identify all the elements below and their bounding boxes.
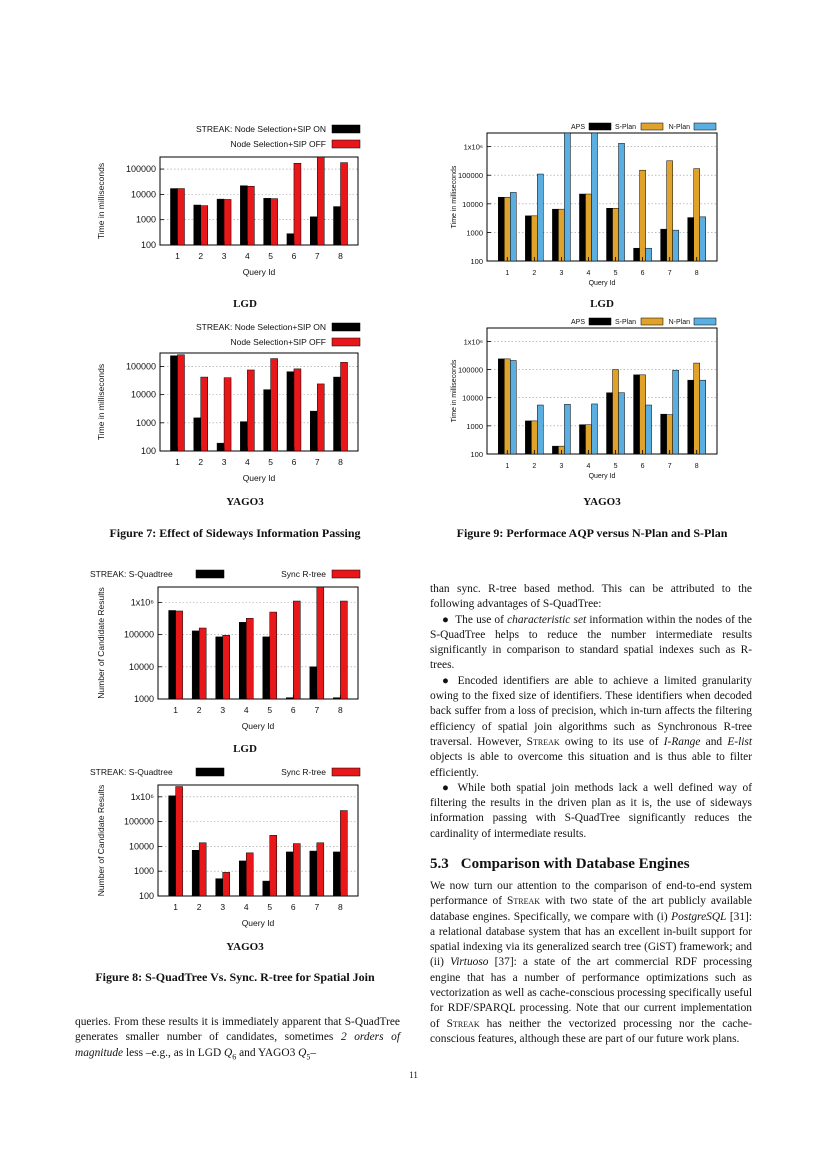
bar bbox=[169, 610, 176, 699]
x-tick-label: 3 bbox=[221, 251, 227, 261]
x-tick-label: 2 bbox=[198, 457, 204, 467]
legend-swatch bbox=[332, 140, 360, 148]
bar bbox=[246, 618, 253, 699]
bar bbox=[199, 628, 206, 699]
bar bbox=[537, 405, 543, 454]
bar bbox=[564, 404, 570, 454]
legend-label: S-Plan bbox=[614, 124, 636, 131]
legend-swatch bbox=[589, 318, 611, 325]
bar bbox=[223, 872, 230, 896]
figure8-caption: Figure 8: S-QuadTree Vs. Sync. R-tree for Spatial Join bbox=[95, 970, 375, 984]
bar bbox=[264, 198, 271, 245]
bar bbox=[334, 377, 341, 451]
bar bbox=[661, 229, 667, 261]
fig7-yago-chart bbox=[88, 313, 378, 491]
x-tick-label: 2 bbox=[196, 705, 202, 715]
x-tick-label: 3 bbox=[220, 902, 226, 912]
legend-swatch bbox=[332, 768, 360, 776]
bar bbox=[613, 370, 619, 454]
y-tick-label: 100 bbox=[470, 450, 483, 459]
fig7-lgd-subcaption: LGD bbox=[233, 298, 257, 310]
x-tick-label: 3 bbox=[559, 463, 564, 470]
x-tick-label: 4 bbox=[244, 251, 250, 261]
paragraph-comparison: We now turn our attention to the comparison of end-to-end system performance of Streak with two state of the art publicly available database engines. Specifically, we compare with (i) PostgreSQL [31]: a relational database system that has an excellent in-built support for spatial indexing via its generalized search tree (GiST) framework; and (ii) Virtuoso [37]: a state of the art commercial RDF processing engine that has a number of performance optimizations such as vectorization as well as cache-conscious processing specifically useful for RDF/SPARQL processing. Note that our current implementation of Streak has neither the vectorized processing nor the cache-conscious features, although these are part of our future work plans. bbox=[430, 880, 753, 1045]
legend-label: Sync R-tree bbox=[281, 767, 326, 777]
y-axis-label: Number of Candidate Results bbox=[96, 587, 106, 699]
bar bbox=[585, 194, 591, 261]
legend-swatch bbox=[641, 123, 663, 130]
x-tick-label: 3 bbox=[559, 270, 564, 277]
legend-label: S-Plan bbox=[614, 319, 636, 326]
x-tick-label: 1 bbox=[175, 457, 180, 467]
bar bbox=[247, 186, 254, 245]
x-tick-label: 6 bbox=[640, 463, 645, 470]
x-tick-label: 5 bbox=[613, 270, 618, 277]
bar bbox=[293, 844, 300, 896]
y-axis-label: Time in milliseconds bbox=[451, 165, 458, 229]
x-tick-label: 7 bbox=[314, 902, 320, 912]
x-tick-label: 3 bbox=[220, 705, 226, 715]
bar bbox=[694, 363, 700, 454]
bar bbox=[176, 611, 183, 699]
x-tick-label: 1 bbox=[505, 270, 510, 277]
y-tick-label: 100000 bbox=[123, 816, 154, 827]
fig7-yago-subcaption: YAGO3 bbox=[226, 496, 264, 508]
x-tick-label: 7 bbox=[314, 705, 320, 715]
y-tick-label: 1000 bbox=[135, 214, 156, 225]
y-tick-label: 100000 bbox=[457, 365, 483, 375]
bar bbox=[579, 425, 585, 454]
bar bbox=[341, 362, 348, 451]
bar bbox=[333, 852, 340, 896]
bar bbox=[667, 415, 673, 454]
bullet-icon: ● bbox=[442, 613, 450, 626]
legend-swatch bbox=[694, 123, 716, 130]
x-axis-label: Query Id bbox=[242, 267, 276, 277]
bullet-encoded-identifiers: ● Encoded identifiers are able to achieve a limited granularity owing to the fixed size of identifiers. These identifiers when decoded back suffer from a loss of precision, which in-turn affects the filtering efficiency of spatial join algorithms such as Synchronous R-tree traversal. However, Streak owing to its use of I-Range and E-list objects is able to overcome this situation and is thus able to filter efficiently. bbox=[430, 674, 752, 779]
bar bbox=[317, 843, 324, 896]
y-axis-label: Number of Candidate Results bbox=[96, 784, 106, 897]
fig8-yago-chart bbox=[88, 760, 378, 938]
y-tick-label: 100 bbox=[140, 240, 156, 250]
bar bbox=[201, 377, 208, 451]
y-tick-label: 100 bbox=[140, 446, 156, 456]
bar bbox=[270, 612, 277, 699]
y-tick-label: 1x10⁶ bbox=[130, 597, 154, 608]
legend-label: Node Selection+SIP OFF bbox=[230, 337, 326, 347]
bar bbox=[192, 631, 199, 699]
legend-label: N-Plan bbox=[668, 124, 690, 131]
bar bbox=[564, 133, 570, 261]
x-tick-label: 2 bbox=[198, 251, 204, 261]
bar bbox=[498, 197, 504, 261]
legend-swatch bbox=[196, 768, 224, 776]
figure9-caption: Figure 9: Performace AQP versus N-Plan and S-Plan bbox=[456, 526, 728, 540]
y-tick-label: 100000 bbox=[123, 629, 154, 640]
y-tick-label: 1x10⁶ bbox=[463, 142, 483, 152]
bar bbox=[294, 369, 301, 451]
legend-swatch bbox=[332, 125, 360, 133]
section-body bbox=[430, 879, 752, 1047]
left-column-text bbox=[75, 1015, 400, 1064]
bar bbox=[271, 199, 278, 245]
bar bbox=[216, 879, 223, 896]
y-axis-label: Time in milliseconds bbox=[96, 363, 106, 441]
x-tick-label: 4 bbox=[586, 463, 591, 470]
x-tick-label: 6 bbox=[290, 705, 296, 715]
bar bbox=[170, 189, 177, 245]
bar bbox=[317, 157, 324, 245]
bar bbox=[286, 698, 293, 699]
x-tick-label: 5 bbox=[267, 705, 273, 715]
x-axis-label: Query Id bbox=[588, 280, 616, 287]
bar bbox=[591, 133, 597, 261]
bar bbox=[607, 393, 613, 454]
fig8-lgd-subcaption: LGD bbox=[233, 743, 257, 755]
bar bbox=[176, 787, 183, 896]
bar bbox=[264, 390, 271, 451]
x-axis-label: Query Id bbox=[588, 473, 616, 480]
bar bbox=[334, 207, 341, 245]
bar bbox=[634, 248, 640, 261]
bar bbox=[240, 186, 247, 245]
bar bbox=[310, 217, 317, 245]
legend-swatch bbox=[332, 570, 360, 578]
legend-label: APS bbox=[570, 319, 585, 326]
x-axis-label: Query Id bbox=[241, 721, 275, 731]
bar bbox=[688, 380, 694, 454]
x-tick-label: 7 bbox=[667, 463, 672, 470]
plot-frame bbox=[160, 157, 358, 245]
x-axis-label: Query Id bbox=[241, 918, 275, 928]
figure7-caption: Figure 7: Effect of Sideways Information Passing bbox=[109, 526, 361, 540]
x-tick-label: 8 bbox=[337, 705, 343, 715]
bar bbox=[607, 208, 613, 261]
x-tick-label: 2 bbox=[196, 902, 202, 912]
x-tick-label: 4 bbox=[586, 270, 591, 277]
bar bbox=[247, 370, 254, 451]
paragraph-intro: than sync. R-tree based method. This can be attributed to the following advantages of S-QuadTree: bbox=[430, 583, 752, 611]
bar bbox=[317, 587, 324, 699]
bar bbox=[585, 425, 591, 454]
bar bbox=[169, 796, 176, 896]
fig9-lgd-chart bbox=[447, 118, 737, 296]
bar bbox=[340, 811, 347, 896]
bar bbox=[177, 189, 184, 245]
plot-frame bbox=[158, 785, 358, 896]
bar bbox=[613, 208, 619, 261]
fig9-lgd-subcaption: LGD bbox=[590, 298, 614, 310]
bar bbox=[640, 170, 646, 261]
bar bbox=[558, 209, 564, 261]
bar bbox=[239, 622, 246, 699]
bar bbox=[694, 169, 700, 261]
bar bbox=[341, 163, 348, 245]
right-column-text bbox=[430, 582, 752, 842]
bar-chart-svg bbox=[88, 562, 378, 740]
x-tick-label: 7 bbox=[667, 270, 672, 277]
x-tick-label: 1 bbox=[505, 463, 510, 470]
bullet-icon: ● bbox=[442, 781, 452, 794]
y-tick-label: 1000 bbox=[466, 228, 483, 238]
y-tick-label: 10000 bbox=[130, 389, 156, 400]
bar bbox=[525, 216, 531, 261]
legend-swatch bbox=[694, 318, 716, 325]
y-tick-label: 1x10⁶ bbox=[130, 791, 154, 802]
bar-chart-svg bbox=[88, 760, 378, 938]
legend-swatch bbox=[641, 318, 663, 325]
bar bbox=[619, 143, 625, 261]
y-tick-label: 1000 bbox=[133, 694, 154, 704]
x-tick-label: 8 bbox=[694, 463, 699, 470]
x-tick-label: 4 bbox=[243, 705, 249, 715]
bar bbox=[199, 843, 206, 896]
y-tick-label: 10000 bbox=[128, 661, 154, 672]
fig9-yago-chart bbox=[447, 313, 737, 491]
bar bbox=[271, 359, 278, 451]
bar bbox=[510, 361, 516, 454]
x-tick-label: 1 bbox=[173, 705, 179, 715]
bar bbox=[194, 205, 201, 245]
plot-frame bbox=[158, 587, 358, 699]
bar bbox=[287, 372, 294, 451]
bar bbox=[317, 384, 324, 451]
legend-label: N-Plan bbox=[668, 319, 690, 326]
x-tick-label: 6 bbox=[290, 902, 296, 912]
x-tick-label: 5 bbox=[268, 251, 274, 261]
x-tick-label: 8 bbox=[337, 902, 343, 912]
x-tick-label: 7 bbox=[314, 457, 320, 467]
x-tick-label: 7 bbox=[314, 251, 320, 261]
bar bbox=[646, 248, 652, 261]
y-tick-label: 1000 bbox=[133, 866, 154, 877]
legend-label: STREAK: S-Quadtree bbox=[90, 767, 173, 777]
bar bbox=[673, 230, 679, 261]
bar bbox=[177, 355, 184, 451]
y-tick-label: 100 bbox=[470, 257, 483, 266]
bar bbox=[287, 234, 294, 245]
y-tick-label: 100 bbox=[138, 891, 154, 901]
bar bbox=[552, 446, 558, 454]
bar bbox=[192, 850, 199, 896]
legend-swatch bbox=[196, 570, 224, 578]
bar bbox=[537, 174, 543, 261]
bar bbox=[661, 414, 667, 454]
bar bbox=[646, 405, 652, 454]
x-tick-label: 6 bbox=[291, 457, 297, 467]
legend-label: Sync R-tree bbox=[281, 569, 326, 579]
bar bbox=[246, 853, 253, 896]
bar bbox=[224, 378, 231, 451]
bar bbox=[293, 601, 300, 699]
bar-chart-svg bbox=[447, 118, 737, 296]
x-tick-label: 5 bbox=[613, 463, 618, 470]
bar bbox=[634, 375, 640, 454]
bar bbox=[498, 359, 504, 454]
bar bbox=[170, 356, 177, 451]
legend-label: STREAK: Node Selection+SIP ON bbox=[195, 322, 326, 332]
fig9-yago-subcaption: YAGO3 bbox=[583, 496, 621, 508]
y-tick-label: 100000 bbox=[457, 171, 483, 181]
bar bbox=[217, 199, 224, 245]
bar bbox=[510, 192, 516, 261]
bar bbox=[310, 667, 317, 699]
x-tick-label: 4 bbox=[243, 902, 249, 912]
bar bbox=[504, 197, 510, 261]
bar-chart-svg bbox=[88, 115, 378, 293]
y-tick-label: 10000 bbox=[462, 199, 483, 209]
bar bbox=[579, 194, 585, 261]
x-tick-label: 4 bbox=[244, 457, 250, 467]
bar bbox=[294, 163, 301, 245]
bar bbox=[591, 404, 597, 454]
x-tick-label: 2 bbox=[532, 463, 537, 470]
bar bbox=[619, 393, 625, 454]
bullet-characteristic-set: ● The use of characteristic set information within the nodes of the S-QuadTree helps to reduce the number intermediate results significantly in comparison to standard spatial indexes such as R-trees. bbox=[430, 613, 752, 672]
x-tick-label: 8 bbox=[694, 270, 699, 277]
y-tick-label: 10000 bbox=[462, 393, 483, 403]
legend-swatch bbox=[332, 338, 360, 346]
fig8-yago-subcaption: YAGO3 bbox=[226, 941, 264, 953]
bar bbox=[263, 637, 270, 699]
bar bbox=[310, 411, 317, 451]
bar bbox=[667, 161, 673, 261]
plot-frame bbox=[487, 133, 717, 261]
y-axis-label: Time in milliseconds bbox=[96, 162, 106, 240]
legend-label: APS bbox=[570, 124, 585, 131]
page-number: 11 bbox=[409, 1070, 418, 1080]
fig8-lgd-chart bbox=[88, 562, 378, 740]
bar bbox=[286, 852, 293, 896]
bar bbox=[340, 601, 347, 699]
bar bbox=[700, 380, 706, 454]
y-tick-label: 10000 bbox=[128, 841, 154, 852]
legend-label: STREAK: S-Quadtree bbox=[90, 569, 173, 579]
x-tick-label: 2 bbox=[532, 270, 537, 277]
y-tick-label: 100000 bbox=[125, 361, 156, 372]
bar bbox=[640, 375, 646, 454]
bar-chart-svg bbox=[447, 313, 737, 491]
x-tick-label: 6 bbox=[291, 251, 297, 261]
bar bbox=[688, 218, 694, 261]
bar bbox=[216, 637, 223, 699]
bullet-icon: ● bbox=[442, 674, 452, 687]
x-tick-label: 5 bbox=[267, 902, 273, 912]
bar bbox=[531, 216, 537, 261]
bar bbox=[333, 698, 340, 699]
fig7-lgd-chart bbox=[88, 115, 378, 293]
bar bbox=[224, 199, 231, 245]
bar bbox=[700, 217, 706, 261]
bar bbox=[217, 443, 224, 451]
plot-frame bbox=[160, 353, 358, 451]
bar bbox=[310, 851, 317, 896]
paragraph-queries: queries. From these results it is immediately apparent that S-QuadTree generates smaller number of candidates, sometimes 2 orders of magnitude less –e.g., as in LGD $Q_6$ and YAGO3 $Q_5-$ bbox=[75, 1016, 400, 1061]
legend-swatch bbox=[332, 323, 360, 331]
y-tick-label: 10000 bbox=[130, 189, 156, 200]
bar bbox=[263, 881, 270, 896]
x-tick-label: 3 bbox=[221, 457, 227, 467]
x-tick-label: 1 bbox=[175, 251, 180, 261]
plot-frame bbox=[487, 328, 717, 454]
bar bbox=[552, 209, 558, 261]
y-axis-label: Time in milliseconds bbox=[451, 359, 458, 423]
bar bbox=[531, 421, 537, 454]
legend-label: Node Selection+SIP OFF bbox=[230, 139, 326, 149]
legend-swatch bbox=[589, 123, 611, 130]
x-tick-label: 8 bbox=[338, 251, 343, 261]
bullet-sideways-information: ● While both spatial join methods lack a well defined way of filtering the results in the driven plan as it is, the use of sideways information passing with S-QuadTree significantly reduces the cardinality of intermediate results. bbox=[430, 781, 752, 840]
bar bbox=[673, 370, 679, 454]
x-axis-label: Query Id bbox=[242, 473, 276, 483]
y-tick-label: 1000 bbox=[135, 417, 156, 428]
x-tick-label: 8 bbox=[338, 457, 343, 467]
bar bbox=[201, 206, 208, 245]
bar bbox=[239, 861, 246, 896]
y-tick-label: 1x10⁶ bbox=[463, 337, 483, 347]
section-heading: 5.3 Comparison with Database Engines bbox=[430, 856, 690, 872]
bar bbox=[223, 635, 230, 699]
bar bbox=[525, 421, 531, 454]
x-tick-label: 1 bbox=[173, 902, 179, 912]
bar bbox=[240, 422, 247, 451]
y-tick-label: 100000 bbox=[125, 164, 156, 175]
bar bbox=[194, 418, 201, 451]
x-tick-label: 6 bbox=[640, 270, 645, 277]
legend-label: STREAK: Node Selection+SIP ON bbox=[195, 124, 326, 134]
y-tick-label: 1000 bbox=[466, 421, 483, 431]
bar-chart-svg bbox=[88, 313, 378, 491]
bar bbox=[504, 359, 510, 454]
bar bbox=[270, 835, 277, 896]
x-tick-label: 5 bbox=[268, 457, 274, 467]
